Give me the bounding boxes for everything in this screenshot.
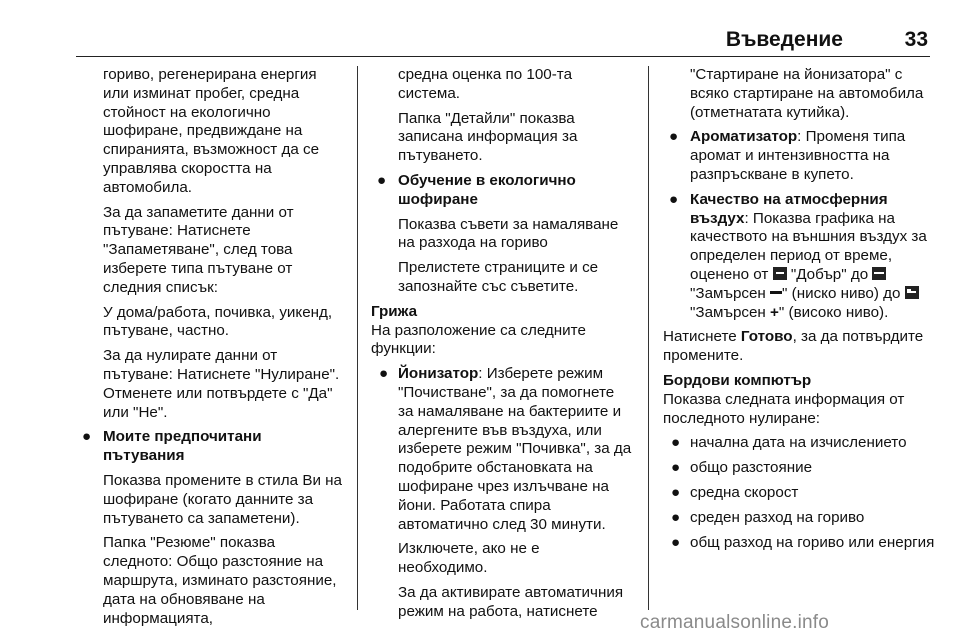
section-text: На разположение са следните функции: <box>371 321 586 358</box>
section-heading: Грижа <box>371 302 418 320</box>
list-item-text: общ разход на гориво или енергия <box>690 533 935 551</box>
column-2 <box>371 66 633 628</box>
section-text: Показва следната информация от последното нулиране: <box>663 390 905 427</box>
paragraph: гориво, регенерирана енергия или изминат пробег, средна стойност на екологично шофиране, предвиждане на спиранията, възможност да се управлява скоростта на автомобила. <box>103 66 320 196</box>
column-1 <box>76 66 346 634</box>
bullet-heading-text: Обучение в екологично шофиране <box>398 171 576 208</box>
paragraph: За да нулирате данни от пътуване: Натиснете "Нулиране". Отменете или потвърдете с "Да" или "Не". <box>103 347 340 421</box>
list-item <box>663 509 935 528</box>
list-item-text: средна скорост <box>690 483 799 501</box>
bullet-icon: ● <box>669 128 679 146</box>
paragraph: Показва промените в стила Ви на шофиране (когато данните за пътуването са запаметени). <box>103 471 342 527</box>
air-quality-polluted-icon <box>872 267 886 280</box>
bullet-icon: ● <box>671 533 681 551</box>
section-heading: Бордови компютър <box>663 371 812 389</box>
bullet-icon: ● <box>379 365 389 383</box>
list-item-ionizer <box>371 365 633 534</box>
text: , за да потвърдите промените. <box>663 328 924 365</box>
text: Натиснете <box>663 328 741 346</box>
paragraph: Папка "Детайли" показва записана информация за пътуването. <box>398 109 578 165</box>
page-title: Въведение <box>725 28 843 51</box>
list-item-text: среден разход на гориво <box>690 508 865 526</box>
term-text: " (високо ниво). <box>778 303 889 321</box>
bullet-icon: ● <box>671 483 681 501</box>
list-item-air-quality <box>663 191 935 323</box>
paragraph: Показва съвети за намаляване на разхода на гориво <box>398 215 619 252</box>
bullet-icon: ● <box>671 459 681 477</box>
term-text: "Добър" до <box>786 265 873 283</box>
paragraph: Изключете, ако не е необходимо. <box>398 540 540 577</box>
air-quality-polluted-high-icon <box>905 286 919 299</box>
bullet-icon: ● <box>671 434 681 452</box>
paragraph-confirm <box>663 328 935 366</box>
section-trip-computer <box>663 372 935 428</box>
paragraph: У дома/работа, почивка, уикенд, пътуване, частно. <box>103 303 333 340</box>
term-label: Йонизатор <box>398 365 479 383</box>
term-text: "Замърсен <box>690 303 771 321</box>
paragraph: средна оценка по 100-та система. <box>398 66 573 102</box>
paragraph: Прелистете страниците и се запознайте със съветите. <box>398 259 599 295</box>
term-label: Качество на атмосферния въздух <box>690 190 888 227</box>
air-quality-good-icon <box>773 267 787 280</box>
column-divider-2 <box>648 66 649 610</box>
column-divider-1 <box>357 66 358 610</box>
term-label: Ароматизатор <box>690 128 798 146</box>
list-item-text: начална дата на изчислението <box>690 434 907 452</box>
done-label: Готово <box>740 328 793 346</box>
term-text: : Променя типа аромат и интензивността на разпръскване в купето. <box>690 128 906 183</box>
bullet-heading-eco-training <box>371 172 633 210</box>
term-text: : Изберете режим "Почистване", за да помогнете за намаляване на бактериите и алергените във въздуха, или изберете режим "Почивка", за да подобрите обстановката на шофиране чрез излъчване на йони. Работата спира автоматично след 30 минути. <box>398 365 632 533</box>
list-item <box>663 434 935 453</box>
bullet-heading-text: Моите предпочитани пътувания <box>103 428 262 465</box>
bullet-icon: ● <box>377 171 387 189</box>
watermark: carmanualsonline.info <box>640 612 830 633</box>
paragraph: Папка "Резюме" показва следното: Общо разстояние на маршрута, изминато разстояние, дата на обновяване на информацията, <box>103 534 337 627</box>
term-text: "Замърсен <box>690 284 771 302</box>
term-text: : Показва графика на качеството на външния въздух за определен период от време, оценено от <box>690 209 927 283</box>
page-header <box>0 20 960 60</box>
header-rule <box>76 56 930 57</box>
bullet-icon: ● <box>671 508 681 526</box>
list-item <box>663 484 935 503</box>
plus-level-icon: + <box>770 303 779 321</box>
column-3 <box>663 66 935 558</box>
paragraph: "Стартиране на йонизатора" с всяко стартиране на автомобила (отметнатата кутийка). <box>690 66 924 121</box>
section-care <box>371 303 633 359</box>
bullet-heading-favorite-trips <box>76 428 346 466</box>
page-number: 33 <box>904 28 928 51</box>
bullet-icon: ● <box>82 428 92 446</box>
list-item <box>663 534 935 553</box>
bullet-icon: ● <box>669 190 679 208</box>
paragraph: За да активирате автоматичния режим на работа, натиснете <box>398 583 624 620</box>
term-text: " (ниско ниво) до <box>782 284 905 302</box>
paragraph: За да запаметите данни от пътуване: Натиснете "Запаметяване", след това изберете типа пътуване от следния списък: <box>103 203 294 296</box>
minus-level-icon <box>770 291 782 294</box>
list-item-air-freshener <box>663 128 935 184</box>
list-item <box>663 459 935 478</box>
list-item-text: общо разстояние <box>690 459 813 477</box>
